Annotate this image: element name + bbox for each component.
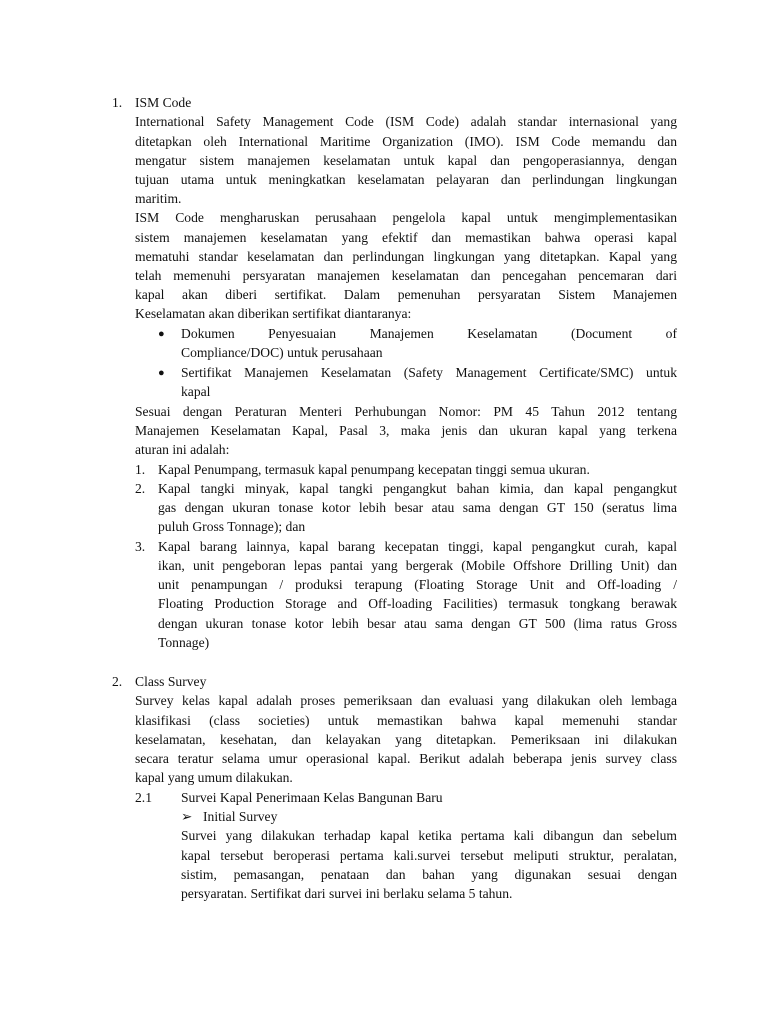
list-item-3-line-4: Floating Production Storage and Off-loading Facilities) termasuk tongkang berawak (158, 596, 677, 611)
s1-para2-line-2: sistem manajemen keselamatan yang efektif dan memastikan bahwa operasi kapal (135, 230, 677, 245)
s1-bullet-1-line-2: Compliance/DOC) untuk perusahaan (181, 345, 383, 360)
s1-para2-line-4: telah memenuhi persyaratan manajemen keselamatan dan pencegahan pencemaran dari (135, 268, 677, 283)
section-2-title: Class Survey (135, 674, 207, 689)
s2-para1-line-4: secara teratur selama umur operasional kapal. Berikut adalah beberapa jenis survey class (135, 751, 677, 766)
list-item-3-number: 3. (135, 539, 146, 554)
s1-bullet-2-line-1: Sertifikat Manajemen Keselamatan (Safety Management Certificate/SMC) untuk (181, 365, 677, 380)
section-1-title: ISM Code (135, 95, 192, 110)
s1-para1-line-1: International Safety Management Code (ISM Code) adalah standar internasional yang (135, 114, 677, 129)
subsection-2-1-number: 2.1 (135, 790, 152, 805)
list-item-1-number: 1. (135, 462, 146, 477)
s1-para2-line-1: ISM Code mengharuskan perusahaan pengelola kapal untuk mengimplementasikan (135, 210, 677, 225)
s1-bullet-1-line-1: Dokumen Penyesuaian Manajemen Keselamatan (Document of (181, 326, 677, 341)
list-item-3-line-5: dengan ukuran tonase kotor lebih besar atau sama dengan GT 500 (lima ratus Gross (158, 616, 677, 631)
list-item-3-line-1: Kapal barang lainnya, kapal barang kecepatan tinggi, kapal pengangkut curah, kapal (158, 539, 677, 554)
list-item-2-line-1: Kapal tangki minyak, kapal tangki pengangkut bahan kimia, dan kapal pengangkut (158, 481, 677, 496)
s1-para1-line-4: tujuan utama untuk meningkatkan keselamatan pelayaran dan perlindungan lingkungan (135, 172, 677, 187)
s1-bullet-2-line-2: kapal (181, 384, 211, 399)
list-item-3-line-2: ikan, unit pengeboran lepas pantai yang bergerak (Mobile Offshore Drilling Unit) dan (158, 558, 677, 573)
s1-para3-line-1: Sesuai dengan Peraturan Menteri Perhubungan Nomor: PM 45 Tahun 2012 tentang (135, 404, 677, 419)
list-item-3-line-6: Tonnage) (158, 635, 210, 650)
list-item-2-line-2: gas dengan ukuran tonase kotor lebih besar atau sama dengan GT 150 (seratus lima (158, 500, 677, 515)
section-1-number: 1. (112, 95, 123, 110)
s2-para1-line-2: klasifikasi (class societies) untuk memastikan bahwa kapal memenuhi standar (135, 713, 677, 728)
section-2-number: 2. (112, 674, 123, 689)
s1-para1-line-2: ditetapkan oleh International Maritime Organization (IMO). ISM Code memandu dan (135, 134, 677, 149)
list-item-3-line-3: unit penampungan / produksi terapung (Floating Storage Unit and Off-loading / (158, 577, 677, 592)
bullet-icon: ● (158, 367, 165, 379)
initial-survey-line-2: kapal tersebut beroperasi pertama kali.survei tersebut meliputi struktur, peralatan, (181, 848, 677, 863)
initial-survey-line-1: Survei yang dilakukan terhadap kapal ketika pertama kali dibangun dan sebelum (181, 828, 677, 843)
list-item-2-line-3: puluh Gross Tonnage); dan (158, 519, 306, 534)
list-item-2-number: 2. (135, 481, 146, 496)
s2-para1-line-3: keselamatan, kesehatan, dan kelayakan yang ditetapkan. Pemeriksaan ini dilakukan (135, 732, 677, 747)
initial-survey-title: Initial Survey (203, 809, 278, 824)
initial-survey-line-4: persyaratan. Sertifikat dari survei ini berlaku selama 5 tahun. (181, 886, 513, 901)
subsection-2-1-title: Survei Kapal Penerimaan Kelas Bangunan Baru (181, 790, 443, 805)
s1-para2-line-3: mematuhi standar keselamatan dan perlindungan lingkungan yang ditetapkan. Kapal yang (135, 249, 677, 264)
initial-survey-line-3: sistim, pemasangan, penataan dan bahan yang digunakan sesuai dengan (181, 867, 677, 882)
s1-para1-line-3: mengatur sistem manajemen keselamatan untuk kapal dan pengoperasiannya, dengan (135, 153, 677, 168)
arrow-bullet-icon: ➢ (181, 809, 193, 824)
s1-para1-line-5: maritim. (135, 191, 182, 206)
s2-para1-line-1: Survey kelas kapal adalah proses pemeriksaan dan evaluasi yang dilakukan oleh lembaga (135, 693, 677, 708)
bullet-icon: ● (158, 328, 165, 340)
s1-para2-line-5: kapal akan diberi sertifikat. Dalam pemenuhan persyaratan Sistem Manajemen (135, 287, 677, 302)
s2-para1-line-5: kapal yang umum dilakukan. (135, 770, 293, 785)
s1-para2-line-6: Keselamatan akan diberikan sertifikat diantaranya: (135, 306, 412, 321)
s1-para3-line-3: aturan ini adalah: (135, 442, 230, 457)
list-item-1-line-1: Kapal Penumpang, termasuk kapal penumpang kecepatan tinggi semua ukuran. (158, 462, 590, 477)
s1-para3-line-2: Manajemen Keselamatan Kapal, Pasal 3, maka jenis dan ukuran kapal yang terkena (135, 423, 677, 438)
